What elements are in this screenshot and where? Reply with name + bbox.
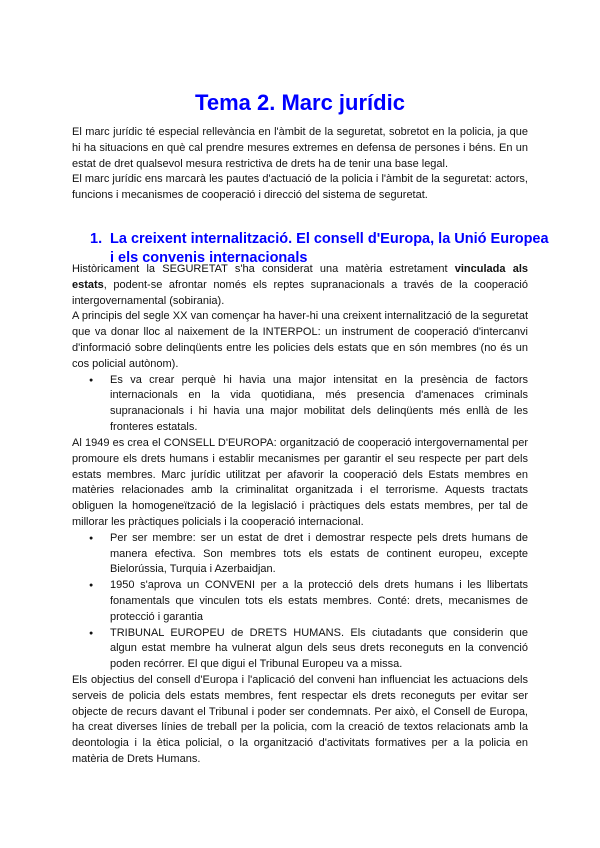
bullet-list (72, 531, 528, 673)
intro-paragraph: El marc jurídic ens marcarà les pautes d'actuació de la policia i l'àmbit de la seguretat: actors, funcions i mecanismes de cooperació i direcció del sistema de seguretat. (72, 173, 528, 202)
intro (72, 125, 528, 204)
bold-text: vinculada als estats (72, 263, 528, 291)
intro-paragraph: El marc jurídic té especial rellevància en l'àmbit de la seguretat, sobretot en la policia, ja que hi ha situacions en què cal prendre mesures extremes en defensa de persones i béns. En un estat de dret qualsevol mesura restrictiva de drets ha de tenir una base legal. (72, 126, 528, 170)
section-body-1 (72, 262, 528, 436)
bullet-icon: ● (89, 376, 94, 384)
bullet-icon: ● (89, 629, 94, 637)
paragraph: Els objectius del consell d'Europa i l'aplicació del conveni han influenciat les actuacions dels serveis de policia dels estats membres, fent respectar els drets reconeguts per evitar ser objecte de recurs davant el Tribunal i poder ser condemnats. Per això, el Consell de Europa, ha creat diverses línies de treball per la policia, com la creació de textos relacionats amb la deontologia i la ètica policial, o la organització d'activitats formatives per a la policia en matèria de Drets Humans. (72, 674, 528, 765)
list-item-text: Per ser membre: ser un estat de dret i demostrar respecte pels drets humans de manera efectiva. Son membres tots els estats de continent europeu, excepte Bielorússia, Turquia i Azerbaidjan. (110, 531, 528, 576)
section-heading-text: La creixent internalització. El consell d'Europa, la Unió Europea i els convenis internacionals (110, 231, 549, 266)
list-item-text: Es va crear perquè hi havia una major intensitat en la presència de factors internacionals en la vida quotidiana, més presencia d'amenaces criminals supranacionals i hi havia una major mobilitat dels delinqüents més enllà de les fronteres estatals. (110, 373, 528, 433)
list-item-text: 1950 s'aprova un CONVENI per a la protecció dels drets humans i les llibertats fonamentals que vinculen tots els estats membres. Conté: drets, mecanismes de protecció i garantia (110, 579, 528, 623)
bullet-icon: ● (89, 582, 94, 590)
list-item (89, 626, 528, 673)
list-item (89, 531, 528, 578)
section-number: 1. (90, 231, 103, 247)
list-item (89, 373, 528, 436)
bullet-list (72, 373, 528, 436)
list-item (89, 578, 528, 625)
paragraph: Al 1949 es crea el CONSELL D'EUROPA: organització de cooperació intergovernamental per promoure els drets humans i establir mecanismes per garantir el seu respecte per part dels estats membres. Marc jurídic utilitzat per afavorir la cooperació dels Estats membres en matèries relacionades amb la criminalitat organitzada i el terrorisme. Aquests tractats obliguen la homogeneïtzació de la legislació i pràctiques dels estats membres, per tal de millorar les pràctiques policials i la cooperació internacional. (72, 437, 528, 528)
paragraph (72, 262, 528, 309)
section-body-3 (72, 673, 528, 768)
list-item-text: TRIBUNAL EUROPEU de DRETS HUMANS. Els ciutadants que considerin que algun estat membre ha vulnerat algun dels seus drets reconeguts en la convenció poden recórrer. El que digui el Tribunal Europeu va a missa. (110, 626, 528, 671)
bullet-icon: ● (89, 534, 94, 542)
page-title: Tema 2. Marc jurídic (195, 90, 405, 115)
paragraph: A principis del segle XX van començar ha haver-hi una creixent internalització de la seguretat que va donar lloc al naixement de la INTERPOL: un instrument de cooperació d'intercanvi d'informació sobre delinqüents entre les policies dels estats que en són membres (no és un cos policial autònom). (72, 310, 528, 370)
section-body-2 (72, 436, 528, 673)
text: Històricament la SEGURETAT s'ha considerat una matèria estretament (72, 263, 455, 275)
text: , podent-se afrontar només els reptes supranacionals a través de la cooperació intergovernamental (sobirania). (72, 278, 528, 307)
